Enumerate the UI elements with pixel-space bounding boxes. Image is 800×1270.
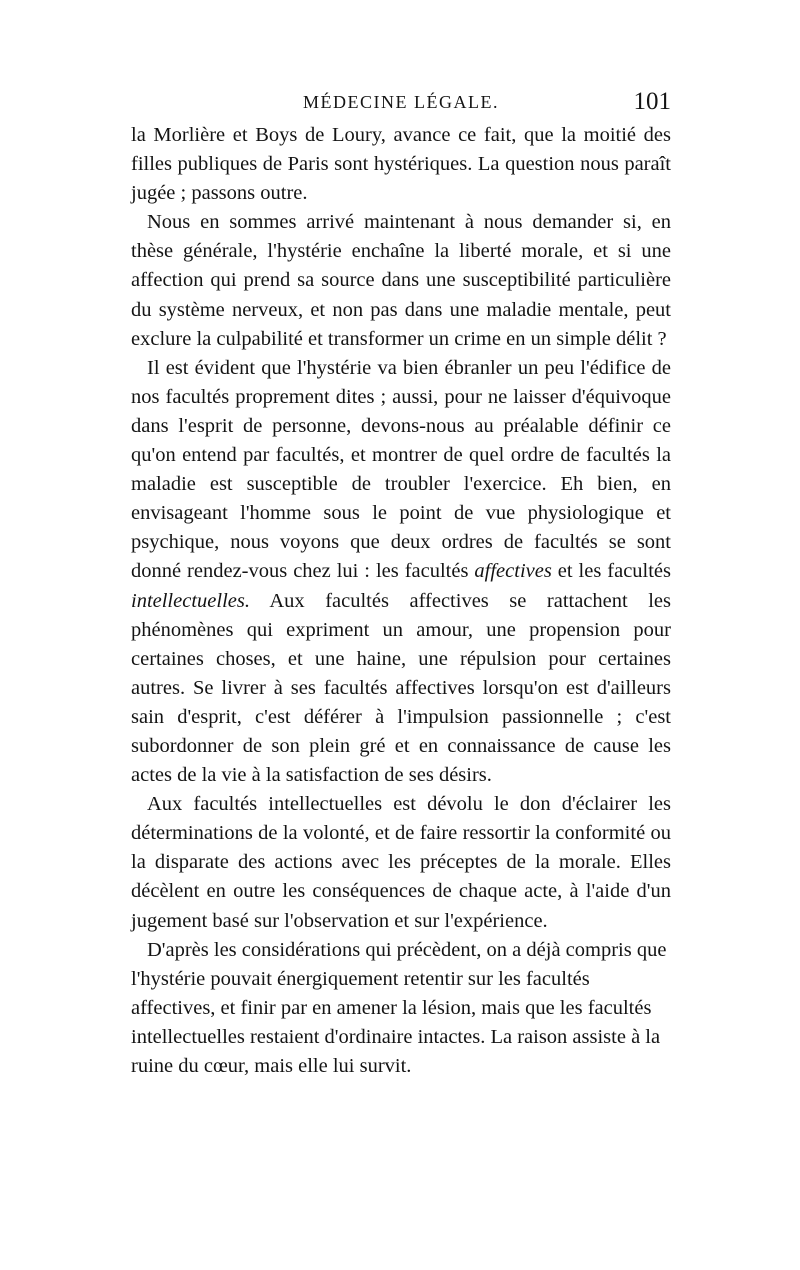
paragraph: Nous en sommes arrivé maintenant à nous demander si, en thèse générale, l'hystérie enchaîne la liberté morale, et si une affection qui prend sa source dans une susceptibilité particulière du système nerveux, et non pas dans une maladie mentale, peut exclure la culpabilité et transformer un crime en un simple délit ?	[131, 211, 671, 350]
italic-term: intellectuelles.	[131, 589, 250, 612]
text-run: et les facultés	[557, 560, 672, 583]
paragraph-continued: la Morlière et Boys de Loury, avance ce fait, que la moitié des filles publiques de Paris sont hystériques. La question nous paraît jugée ; passons outre.	[131, 124, 671, 205]
page-number: 101	[633, 88, 671, 115]
paragraph: Aux facultés intellectuelles est dévolu le don d'éclairer les déterminations de la volonté, et de faire ressortir la conformité ou la disparate des actions avec les préceptes de la morale. Elles décèlent en outre les conséquences de chaque acte, à l'aide d'un jugement basé sur l'observation et sur l'expérience.	[131, 793, 671, 932]
text-run: Il est évident que l'hystérie va bien ébranler un peu l'édifice de nos facultés proprement dites ; aussi, pour ne laisser d'équivoque dans l'esprit de personne, devons-nous au préalable définir ce qu'on entend par facultés, et montrer de quel ordre de facultés la maladie est susceptible de troubler l'exercice. Eh bien, en envisageant l'homme sous le point de vue physiologique et psychique, nous voyons que deux ordres de facultés se sont donné rendez-vous chez lui : les facultés	[131, 356, 671, 583]
italic-term: affectives	[474, 560, 552, 583]
page-header	[131, 90, 671, 120]
paragraph-final: D'après les considérations qui précèdent, on a déjà compris que l'hystérie pouvait énergiquement retentir sur les facultés affectives, et finir par en amener la lésion, mais que les facultés intellectuelles restaient d'ordinaire intactes. La raison assiste à la ruine du cœur, mais elle lui survit.	[131, 938, 667, 1077]
paragraph-faculties	[131, 354, 671, 790]
text-run: Aux facultés affectives se rattachent les phénomènes qui expriment un amour, une propension pour certaines choses, et une haine, une répulsion pour certaines autres. Se livrer à ses facultés affectives lorsqu'on est d'ailleurs sain d'esprit, c'est déférer à l'impulsion passionnelle ; c'est subordonner de son plein gré et en connaissance de cause les actes de la vie à la satisfaction de ses désirs.	[131, 589, 671, 787]
running-head: MÉDECINE LÉGALE.	[303, 92, 499, 112]
body-text	[131, 121, 671, 1081]
